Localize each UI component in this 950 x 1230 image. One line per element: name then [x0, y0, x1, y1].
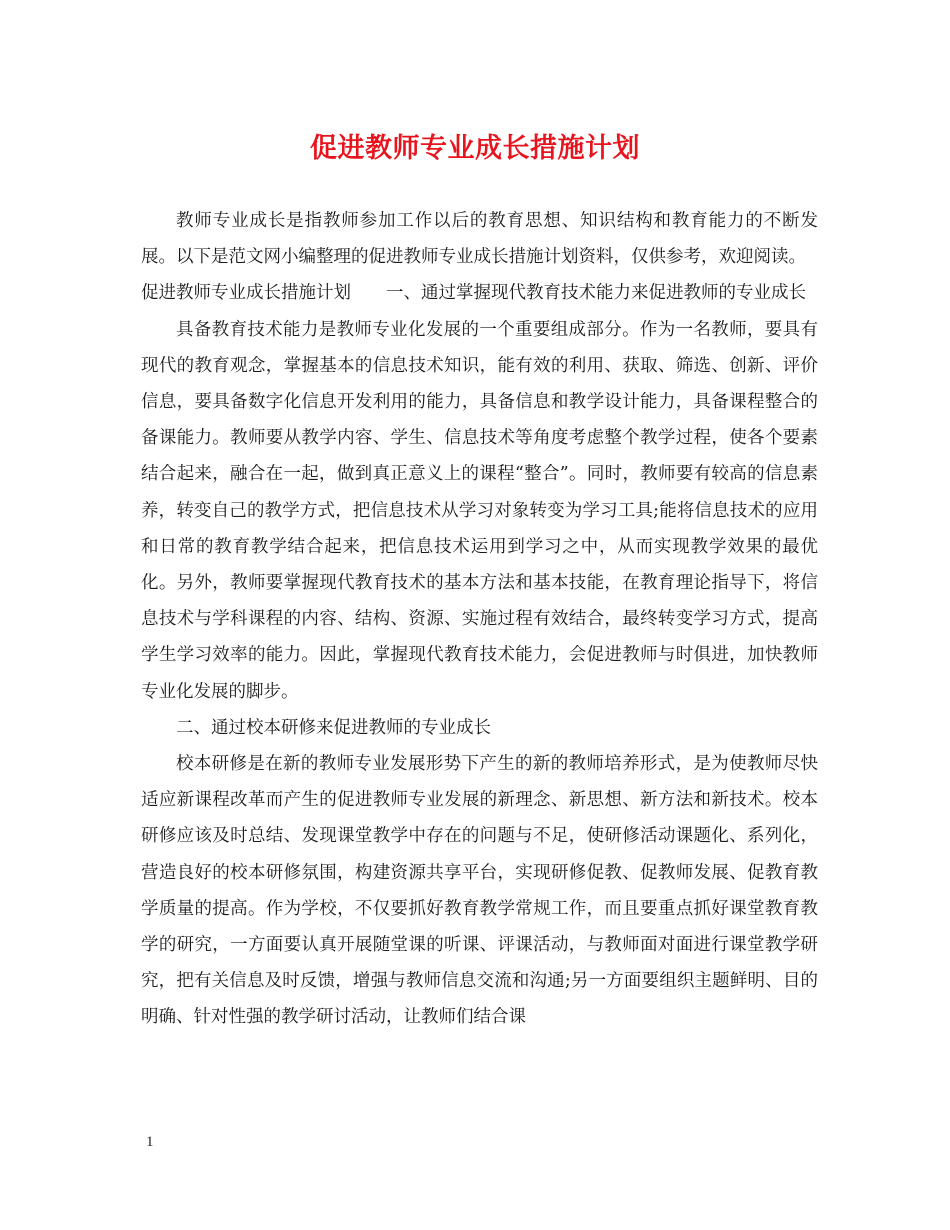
page-number: 1 [146, 1134, 154, 1150]
intro-paragraph: 教师专业成长是指教师参加工作以后的教育思想、知识结构和教育能力的不断发展。以下是范文网小编整理的促进教师专业成长措施计划资料，仅供参考，欢迎阅读。 [141, 211, 818, 268]
document-body [141, 203, 818, 1036]
section-heading-one: 促进教师专业成长措施计划 一、通过掌握现代教育技术能力来促进教师的专业成长 [141, 283, 806, 304]
body-paragraph: 校本研修是在新的教师专业发展形势下产生的新的教师培养形式，是为使教师尽快适应新课程改革而产生的促进教师专业发展的新理念、新思想、新方法和新技术。校本研修应该及时总结、发现课堂教学中存在的问题与不足，使研修活动课题化、系列化，营造良好的校本研修氛围，构建资源共享平台，实现研修促教、促教师发展、促教育教学质量的提高。作为学校，不仅要抓好教育教学常规工作，而且要重点抓好课堂教育教学的研究，一方面要认真开展随堂课的听课、评课活动，与教师面对面进行课堂教学研究，把有关信息及时反馈，增强与教师信息交流和沟通;另一方面要组织主题鲜明、目的明确、针对性强的教学研讨活动，让教师们结合课 [141, 754, 818, 1028]
document-title: 促进教师专业成长措施计划 [310, 133, 640, 164]
section-heading-two: 二、通过校本研修来促进教师的专业成长 [176, 717, 491, 738]
body-paragraph: 具备教育技术能力是教师专业化发展的一个重要组成部分。作为一名教师，要具有现代的教育观念，掌握基本的信息技术知识，能有效的利用、获取、筛选、创新、评价信息，要具备数字化信息开发利用的能力，具备信息和教学设计能力，具备课程整合的备课能力。教师要从教学内容、学生、信息技术等角度考虑整个教学过程，使各个要素结合起来，融合在一起，做到真正意义上的课程“整合”。同时，教师要有较高的信息素养，转变自己的教学方式，把信息技术从学习对象转变为学习工具;能将信息技术的应用和日常的教育教学结合起来，把信息技术运用到学习之中，从而实现教学效果的最优化。另外，教师要掌握现代教育技术的基本方法和基本技能，在教育理论指导下，将信息技术与学科课程的内容、结构、资源、实施过程有效结合，最终转变学习方式，提高学生学习效率的能力。因此，掌握现代教育技术能力，会促进教师与时俱进，加快教师专业化发展的脚步。 [141, 319, 818, 702]
